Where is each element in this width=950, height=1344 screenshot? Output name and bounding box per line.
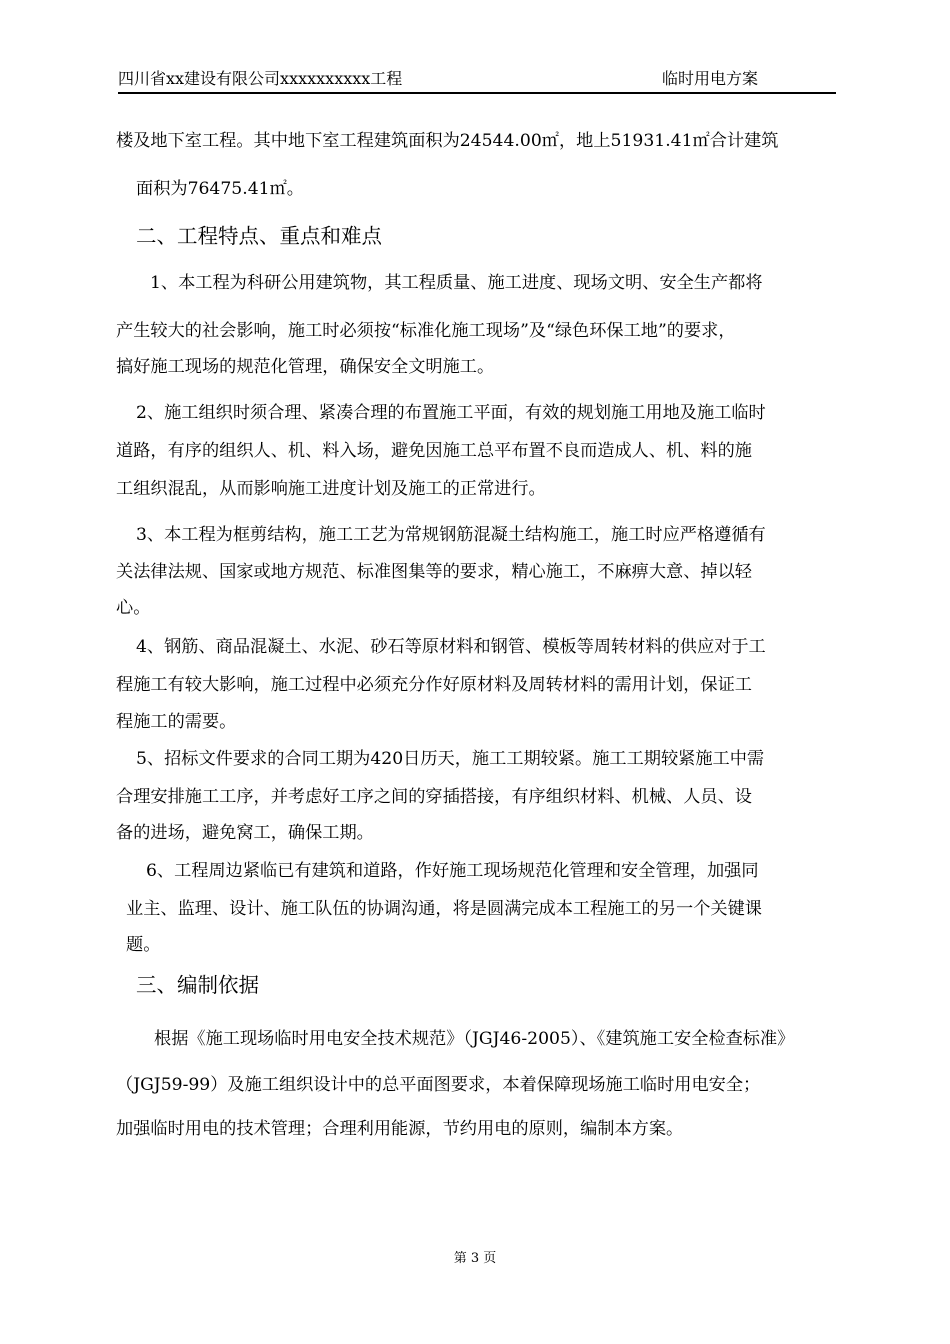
s2-p5-line-3: 备的进场，避免窝工，确保工期。 [116,823,374,843]
s2-p2-line-2: 道路，有序的组织人、机、料入场，避免因施工总平布置不良而造成人、机、料的施 [116,441,752,461]
s2-p4-line-3: 程施工的需要。 [116,712,237,732]
intro-line-2: 面积为76475.41㎡。 [136,179,304,199]
section-2-heading: 二、工程特点、重点和难点 [136,224,382,248]
s2-p6-line-1: 6、工程周边紧临已有建筑和道路，作好施工现场规范化管理和安全管理，加强同 [146,861,759,881]
s3-p1-line-2: （JGJ59-99）及施工组织设计中的总平面图要求，本着保障现场施工临时用电安全； [116,1075,761,1095]
s2-p2-line-1: 2、施工组织时须合理、紧凑合理的布置施工平面，有效的规划施工用地及施工临时 [136,403,766,423]
s3-p1-line-3: 加强临时用电的技术管理；合理利用能源，节约用电的原则，编制本方案。 [116,1119,684,1139]
s2-p4-line-2: 程施工有较大影响，施工过程中必须充分作好原材料及周转材料的需用计划，保证工 [116,675,752,695]
page-number: 第 3 页 [453,1251,497,1266]
page-header [118,68,836,94]
s2-p1-line-2: 产生较大的社会影响，施工时必须按“标准化施工现场”及“绿色环保工地”的要求， [116,321,736,341]
s2-p3-line-1: 3、本工程为框剪结构，施工工艺为常规钢筋混凝土结构施工，施工时应严格遵循有 [136,525,766,545]
s3-p1-line-1: 根据《施工现场临时用电安全技术规范》（JGJ46-2005）、《建筑施工安全检查标准》 [154,1029,795,1049]
intro-line-1: 楼及地下室工程。其中地下室工程建筑面积为24544.00㎡，地上51931.41㎡合计建筑 [116,131,779,151]
s2-p4-line-1: 4、钢筋、商品混凝土、水泥、砂石等原材料和钢管、模板等周转材料的供应对于工 [136,637,766,657]
section-3-heading: 三、编制依据 [136,973,259,997]
s2-p6-line-3: 题。 [126,935,161,955]
header-project-name: 四川省xx建设有限公司xxxxxxxxxx工程 [118,69,403,88]
s2-p1-line-3: 搞好施工现场的规范化管理，确保安全文明施工。 [116,357,495,377]
s2-p5-line-1: 5、招标文件要求的合同工期为420日历天，施工工期较紧。施工工期较紧施工中需 [136,749,765,769]
s2-p5-line-2: 合理安排施工工序，并考虑好工序之间的穿插搭接，有序组织材料、机械、人员、设 [116,787,752,807]
s2-p2-line-3: 工组织混乱，从而影响施工进度计划及施工的正常进行。 [116,479,546,499]
header-doc-title: 临时用电方案 [662,69,759,88]
s2-p6-line-2: 业主、监理、设计、施工队伍的协调沟通，将是圆满完成本工程施工的另一个关键课 [126,899,762,919]
s2-p3-line-2: 关法律法规、国家或地方规范、标准图集等的要求，精心施工，不麻痹大意、掉以轻 [116,562,752,582]
s2-p1-line-1: 1、本工程为科研公用建筑物，其工程质量、施工进度、现场文明、安全生产都将 [150,273,763,293]
s2-p3-line-3: 心。 [116,598,151,618]
